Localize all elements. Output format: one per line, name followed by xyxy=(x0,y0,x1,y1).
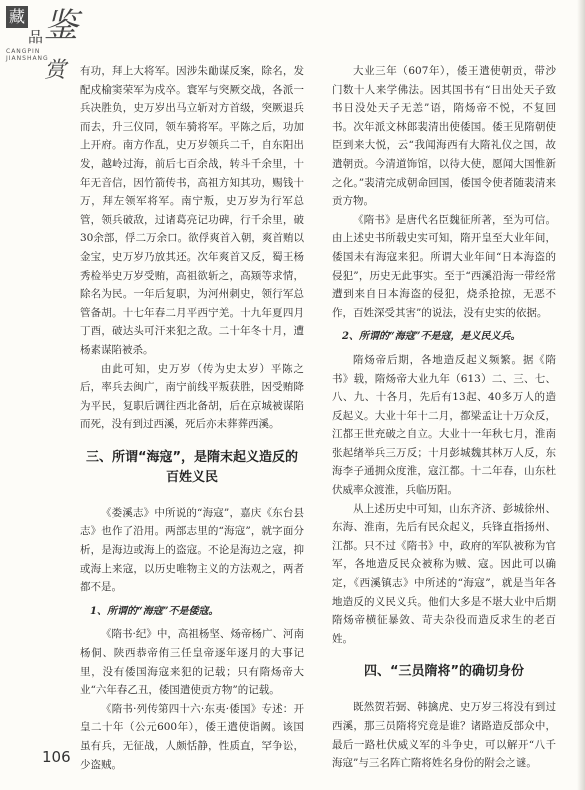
paragraph: 《娄溪志》中所说的“海寇”，嘉庆《东台县志》也作了沿用。两部志里的“海寇”，就字面分析，是海边或海上的盗寇。不论是海边之寇，抑或海上来寇，以历史唯物主义的方法观之，两者都不是。 xyxy=(80,506,304,594)
subsection-heading: 1、所谓的“海寇”不是倭寇。 xyxy=(90,605,219,617)
logo-char-jian-a: 鉴 xyxy=(44,6,78,46)
paragraph: 《隋书·列传第四十六·东夷·倭国》专述：开皇二十年（公元600年），倭王遣使诣阙。该国虽有兵，无征战，人颇恬静，性质直，罕争讼，少盗贼。 xyxy=(80,702,304,771)
paragraph: 《隋书》是唐代名臣魏征所著，至为可信。由上述史书所载史实可知，隋开皇至大业年间，倭国未有海寇来犯。所谓大业年间“日本海盗的侵犯”，历史无此事实。至于“西溪沿海一带经常遭到来自日本海盗的侵犯，烧杀抢掠，无恶不作，百姓深受其害”的说法，没有史实的依据。 xyxy=(332,213,556,319)
paragraph: 由此可知，史万岁（传为史太岁）平陈之后，率兵去闽广，南宁前线平叛获胜，因受贿降为平民，复职后调往西北备胡，后在京城被谋陷而死，没有到过西溪，死后亦未葬葬西溪。 xyxy=(80,362,304,431)
page-number: 106 xyxy=(42,748,71,766)
paragraph: 大业三年（607年），倭王遣使朝贡，带沙门数十人来学佛法。因其国书有“日出处天子致书日没处天子无恙”语，隋炀帝不悦，不复回书。次年派文林郎裴清出使倭国。倭王见隋朝使臣到来大悦，云“我闻海西有大隋礼仪之国，故遣朝贡。今清道饰馆，以待大使，愿闻大国惟新之化。”裴清完成朝命回国，倭国令使者随裴清来贡方物。 xyxy=(332,65,556,208)
left-column xyxy=(80,62,304,774)
section-heading: 四、“三员隋将”的确切身份 xyxy=(363,664,525,680)
paragraph: 有功，拜上大将军。因涉朱勔谋反案，除名，发配戍榆窦荣军为戍卒。寰军与突厥交战，各派一兵决胜负，史万岁出马立斩对方首级，突厥退兵而去，升三仪同，领车骑将军。平陈之后，功加上开府。南方作乱，史万岁领兵二千，自东阳出发，越岭过海，前后七百余战，转斗千余里，十年无音信，因竹箭传书，高祖方知其功，赐钱十万，拜左领军将军。南宁叛，史万岁为行军总管，领兵破敌，过诸葛亮记功碑，行千余里，破30余部，俘二万余口。欲俘爽首入朝，爽首贿以金宝，史万岁乃放其还。次年爽首又反，蜀王杨秀检举史万岁受贿，高祖欲斩之，高颎等求情，除名为民。一年后复职，为河州刺史，领行军总管备胡。十七年春二月平西宁羌。十九年夏四月丁酉，破达头可汗来犯之敌。二十年冬十月，遭杨素谋陷被杀。 xyxy=(80,65,304,356)
logo-char-cang: 藏 xyxy=(6,6,28,28)
paragraph: 从上述历史中可知，山东齐济、彭城徐州、东海、淮南，先后有民众起义，兵锋直指扬州、江都。只不过《隋书》中，政府的军队被称为官军，各地造反民众被称为贼、寇。因此可以确定，《西溪镇志》中所述的“海寇”，就是当年各地造反的义民义兵。他们大多是不堪大业中后期隋炀帝横征暴敛、苛夫杂役而造反求生的老百姓。 xyxy=(332,502,556,645)
paragraph: 隋炀帝后期，各地造反起义频繁。据《隋书》载，隋炀帝大业九年（613）二、三、七、八、九、十各月，先后有13起、40多万人的造反起义。大业十年十二月，都梁孟让十万众反，江都王世充破之自立。大业十一年秋七月，淮南张起绪举兵三万反；十月彭城魏其林万人反，东海李子通拥众度淮，寇江都。十二年春，山东杜伏威率众渡淮，兵临历阳。 xyxy=(332,353,556,497)
page-edge-shadow xyxy=(577,0,585,790)
paragraph: 《隋书·纪》中，高祖杨坚、炀帝杨广、河南杨侗、陕西恭帝侑三任皇帝逐年逐月的大事记里，没有倭国海寇来犯的记载；只有隋炀帝大业“六年春乙丑，倭国遣使贡方物”的记载。 xyxy=(80,628,304,697)
subsection-heading: 2、所谓的“海寇”不是寇，是义民义兵。 xyxy=(342,331,521,343)
right-column xyxy=(332,62,556,773)
magazine-logo xyxy=(6,6,78,83)
logo-char-shang: 赏 xyxy=(44,58,67,83)
section-heading: 三、所谓“海寇”，是隋末起义造反的百姓义民 xyxy=(85,449,299,485)
logo-char-pin: 品 xyxy=(28,28,44,46)
logo-english: CANGPIN JIANSHANG xyxy=(6,48,49,62)
paragraph: 既然贺若弼、韩擒虎、史万岁三将没有到过西溪，那三员隋将究竟是谁？诸路造反部众中，最后一路杜伏威义军的斗争史，可以解开“八千海寇”与三名阵亡隋将姓名身份的附会之谜。 xyxy=(332,701,556,770)
